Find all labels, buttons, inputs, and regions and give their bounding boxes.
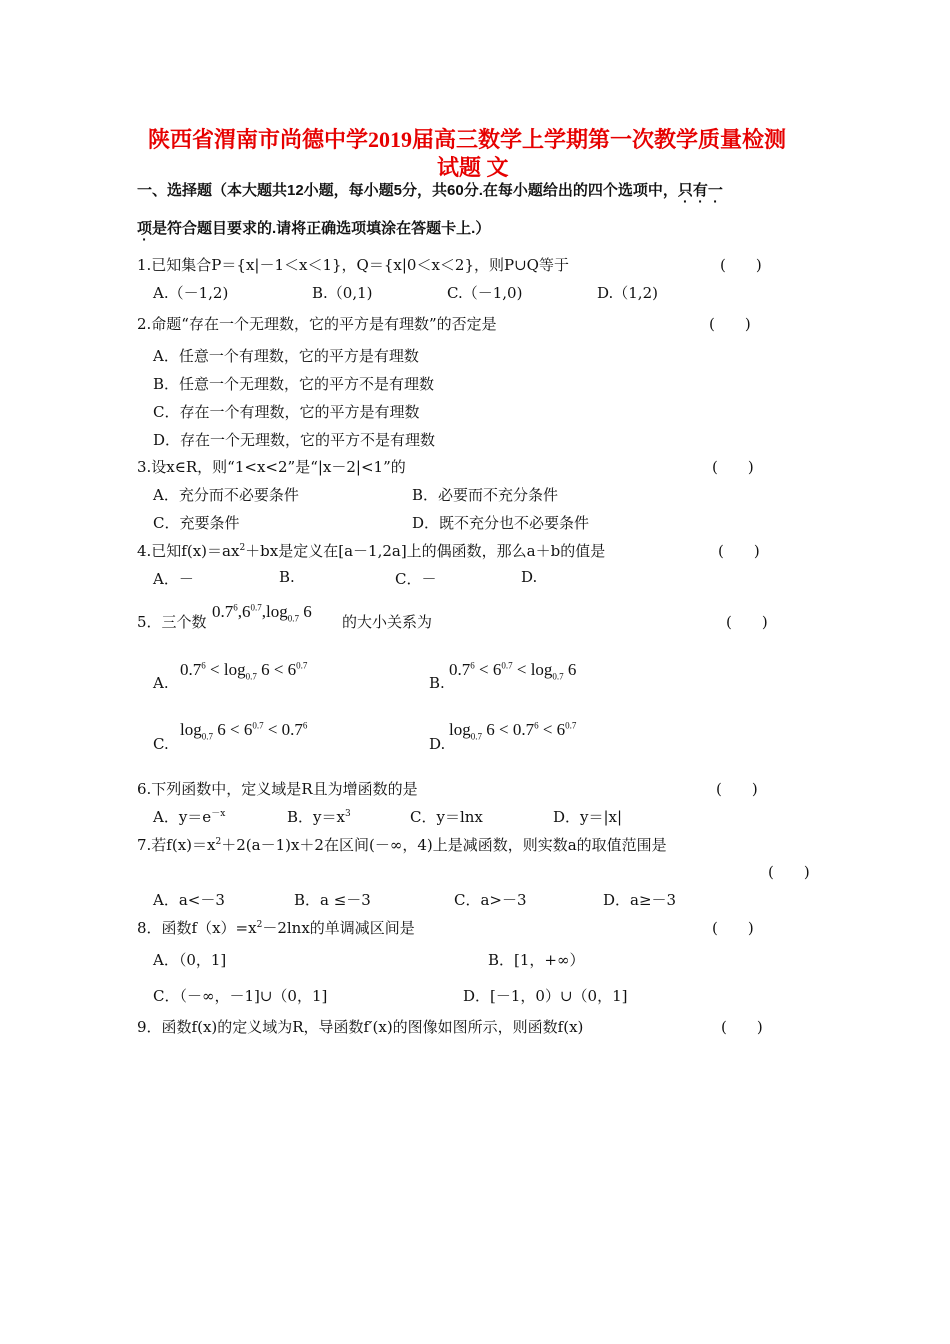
question-7-option-c: C．a>－3: [454, 891, 527, 909]
question-5-option-c-expression: $\log_{0.7} 6 < 6^{0.7} < 0.7^6$: [180, 720, 308, 742]
question-4-option-b: B.: [279, 568, 295, 586]
question-4-option-c: C．－: [395, 570, 437, 588]
question-5-expression: $0.7^6,6^{0.7},\log_{0.7}$ 6: [212, 602, 312, 624]
section-header-text: 一、选择题（本大题共12小题，每小题5分，共60分.在每小题给出的四个选项中，: [137, 182, 678, 199]
question-7-option-b: B．a ≤－3: [294, 891, 371, 909]
question-5-option-a-expression: $0.7^6 < \log_{0.7} 6 < 6^{0.7}$: [180, 660, 308, 682]
question-1-option-b: B.（0,1): [312, 284, 373, 302]
question-7-option-d: D．a≥－3: [603, 891, 677, 909]
question-2-option-a: A．任意一个有理数，它的平方是有理数: [153, 347, 419, 365]
question-2-option-d: D．存在一个无理数，它的平方不是有理数: [153, 431, 436, 449]
question-2-stem: 2.命题“存在一个无理数，它的平方是有理数”的否定是: [137, 315, 497, 333]
question-1-answer-blank: ( ): [720, 256, 762, 274]
question-5-stem-suffix: 的大小关系为: [342, 613, 433, 631]
question-1-option-a: A.（－1,2): [153, 284, 229, 302]
emphasis-char-4: 项: [137, 220, 153, 237]
question-8-answer-blank: ( ): [712, 919, 754, 937]
question-4-answer-blank: ( ): [718, 542, 760, 560]
question-9-stem: 9．函数f(x)的定义域为R，导函数f′(x)的图像如图所示，则函数f(x): [137, 1018, 584, 1036]
question-8-option-d: D．[－1，0）∪（0，1]: [463, 987, 628, 1005]
question-6-stem: 6.下列函数中，定义域是R且为增函数的是: [137, 780, 418, 798]
question-6-option-b: B．$y=x^3$: [287, 808, 351, 826]
question-5-answer-blank: ( ): [726, 613, 768, 631]
emphasis-char-1: 只: [677, 182, 693, 199]
question-9-answer-blank: ( ): [721, 1018, 763, 1036]
page-title-line2: 试题 文: [437, 155, 509, 180]
question-5-stem-prefix: 5．三个数: [137, 613, 207, 631]
question-7-option-a: A．a<－3: [153, 891, 225, 909]
question-6-option-c: C．y＝lnx: [410, 808, 483, 826]
question-6-option-d: D．y＝|x|: [553, 808, 623, 826]
question-3-option-c: C．充要条件: [153, 514, 240, 532]
question-1-stem: 1.已知集合P＝{x|－1＜x＜1}，Q＝{x|0＜x＜2}，则P∪Q等于: [137, 256, 569, 274]
question-3-stem: 3.设x∈R，则“1<x<2”是“|x－2|<1”的: [137, 458, 406, 476]
question-4-stem-part1: 4.已知f(x)＝ax: [137, 542, 240, 560]
question-8-option-b: B．[1，+∞）: [488, 951, 585, 969]
question-3-option-b: B．必要而不充分条件: [412, 486, 559, 504]
question-2-answer-blank: ( ): [709, 315, 751, 333]
question-4-option-a: A．－: [153, 570, 194, 588]
question-1-option-d: D.（1,2): [597, 284, 658, 302]
question-7-answer-blank: ( ): [768, 863, 810, 881]
question-6-option-a: A．$y=e^{-x}$: [153, 808, 226, 826]
page-title-line1: 陕西省渭南市尚德中学2019届高三数学上学期第一次教学质量检测: [148, 127, 787, 152]
question-2-option-c: C．存在一个有理数，它的平方是有理数: [153, 403, 420, 421]
question-5-option-c-label: C.: [153, 735, 169, 753]
question-5-option-a-label: A.: [153, 674, 169, 692]
question-8-option-a: A．（0，1]: [153, 951, 227, 969]
question-5-option-d-expression: $\log_{0.7} 6 < 0.7^6 < 6^{0.7}$: [449, 720, 577, 742]
question-4-exponent: 2: [239, 543, 246, 553]
emphasis-char-3: 一: [707, 182, 723, 199]
question-4-stem: [137, 540, 605, 561]
question-3-option-a: A．充分而不必要条件: [153, 486, 299, 504]
question-1-option-c: C.（－1,0): [447, 284, 523, 302]
question-7-stem: 7.若$f(x)=x^2+2(a-1)x+2$在区间(－∞，4)上是减函数，则实数a的取值范围是: [137, 836, 667, 854]
question-5-option-b-label: B.: [429, 674, 445, 692]
question-8-stem: 8．函数$f(x)=x^2-2\ln x$的单调减区间是: [137, 919, 415, 937]
section-header-line2-text: 是符合题目要求的.请将正确选项填涂在答题卡上.）: [152, 220, 491, 237]
section-header: [137, 179, 723, 200]
question-8-option-c: C．（－∞，－1]∪（0，1]: [153, 987, 328, 1005]
question-2-option-b: B．任意一个无理数，它的平方不是有理数: [153, 375, 435, 393]
question-4-option-d: D.: [521, 568, 538, 586]
question-3-answer-blank: ( ): [712, 458, 754, 476]
question-3-option-d: D．既不充分也不必要条件: [412, 514, 590, 532]
question-5-option-d-label: D.: [429, 735, 446, 753]
section-header-line2: [137, 217, 490, 238]
question-6-answer-blank: ( ): [716, 780, 758, 798]
question-5-option-b-expression: $0.7^6 < 6^{0.7} < \log_{0.7} 6$: [449, 660, 577, 682]
question-4-stem-part2: ＋bx是定义在[a－1,2a]上的偶函数，那么a＋b的值是: [245, 542, 606, 560]
emphasis-char-2: 有: [692, 182, 708, 199]
